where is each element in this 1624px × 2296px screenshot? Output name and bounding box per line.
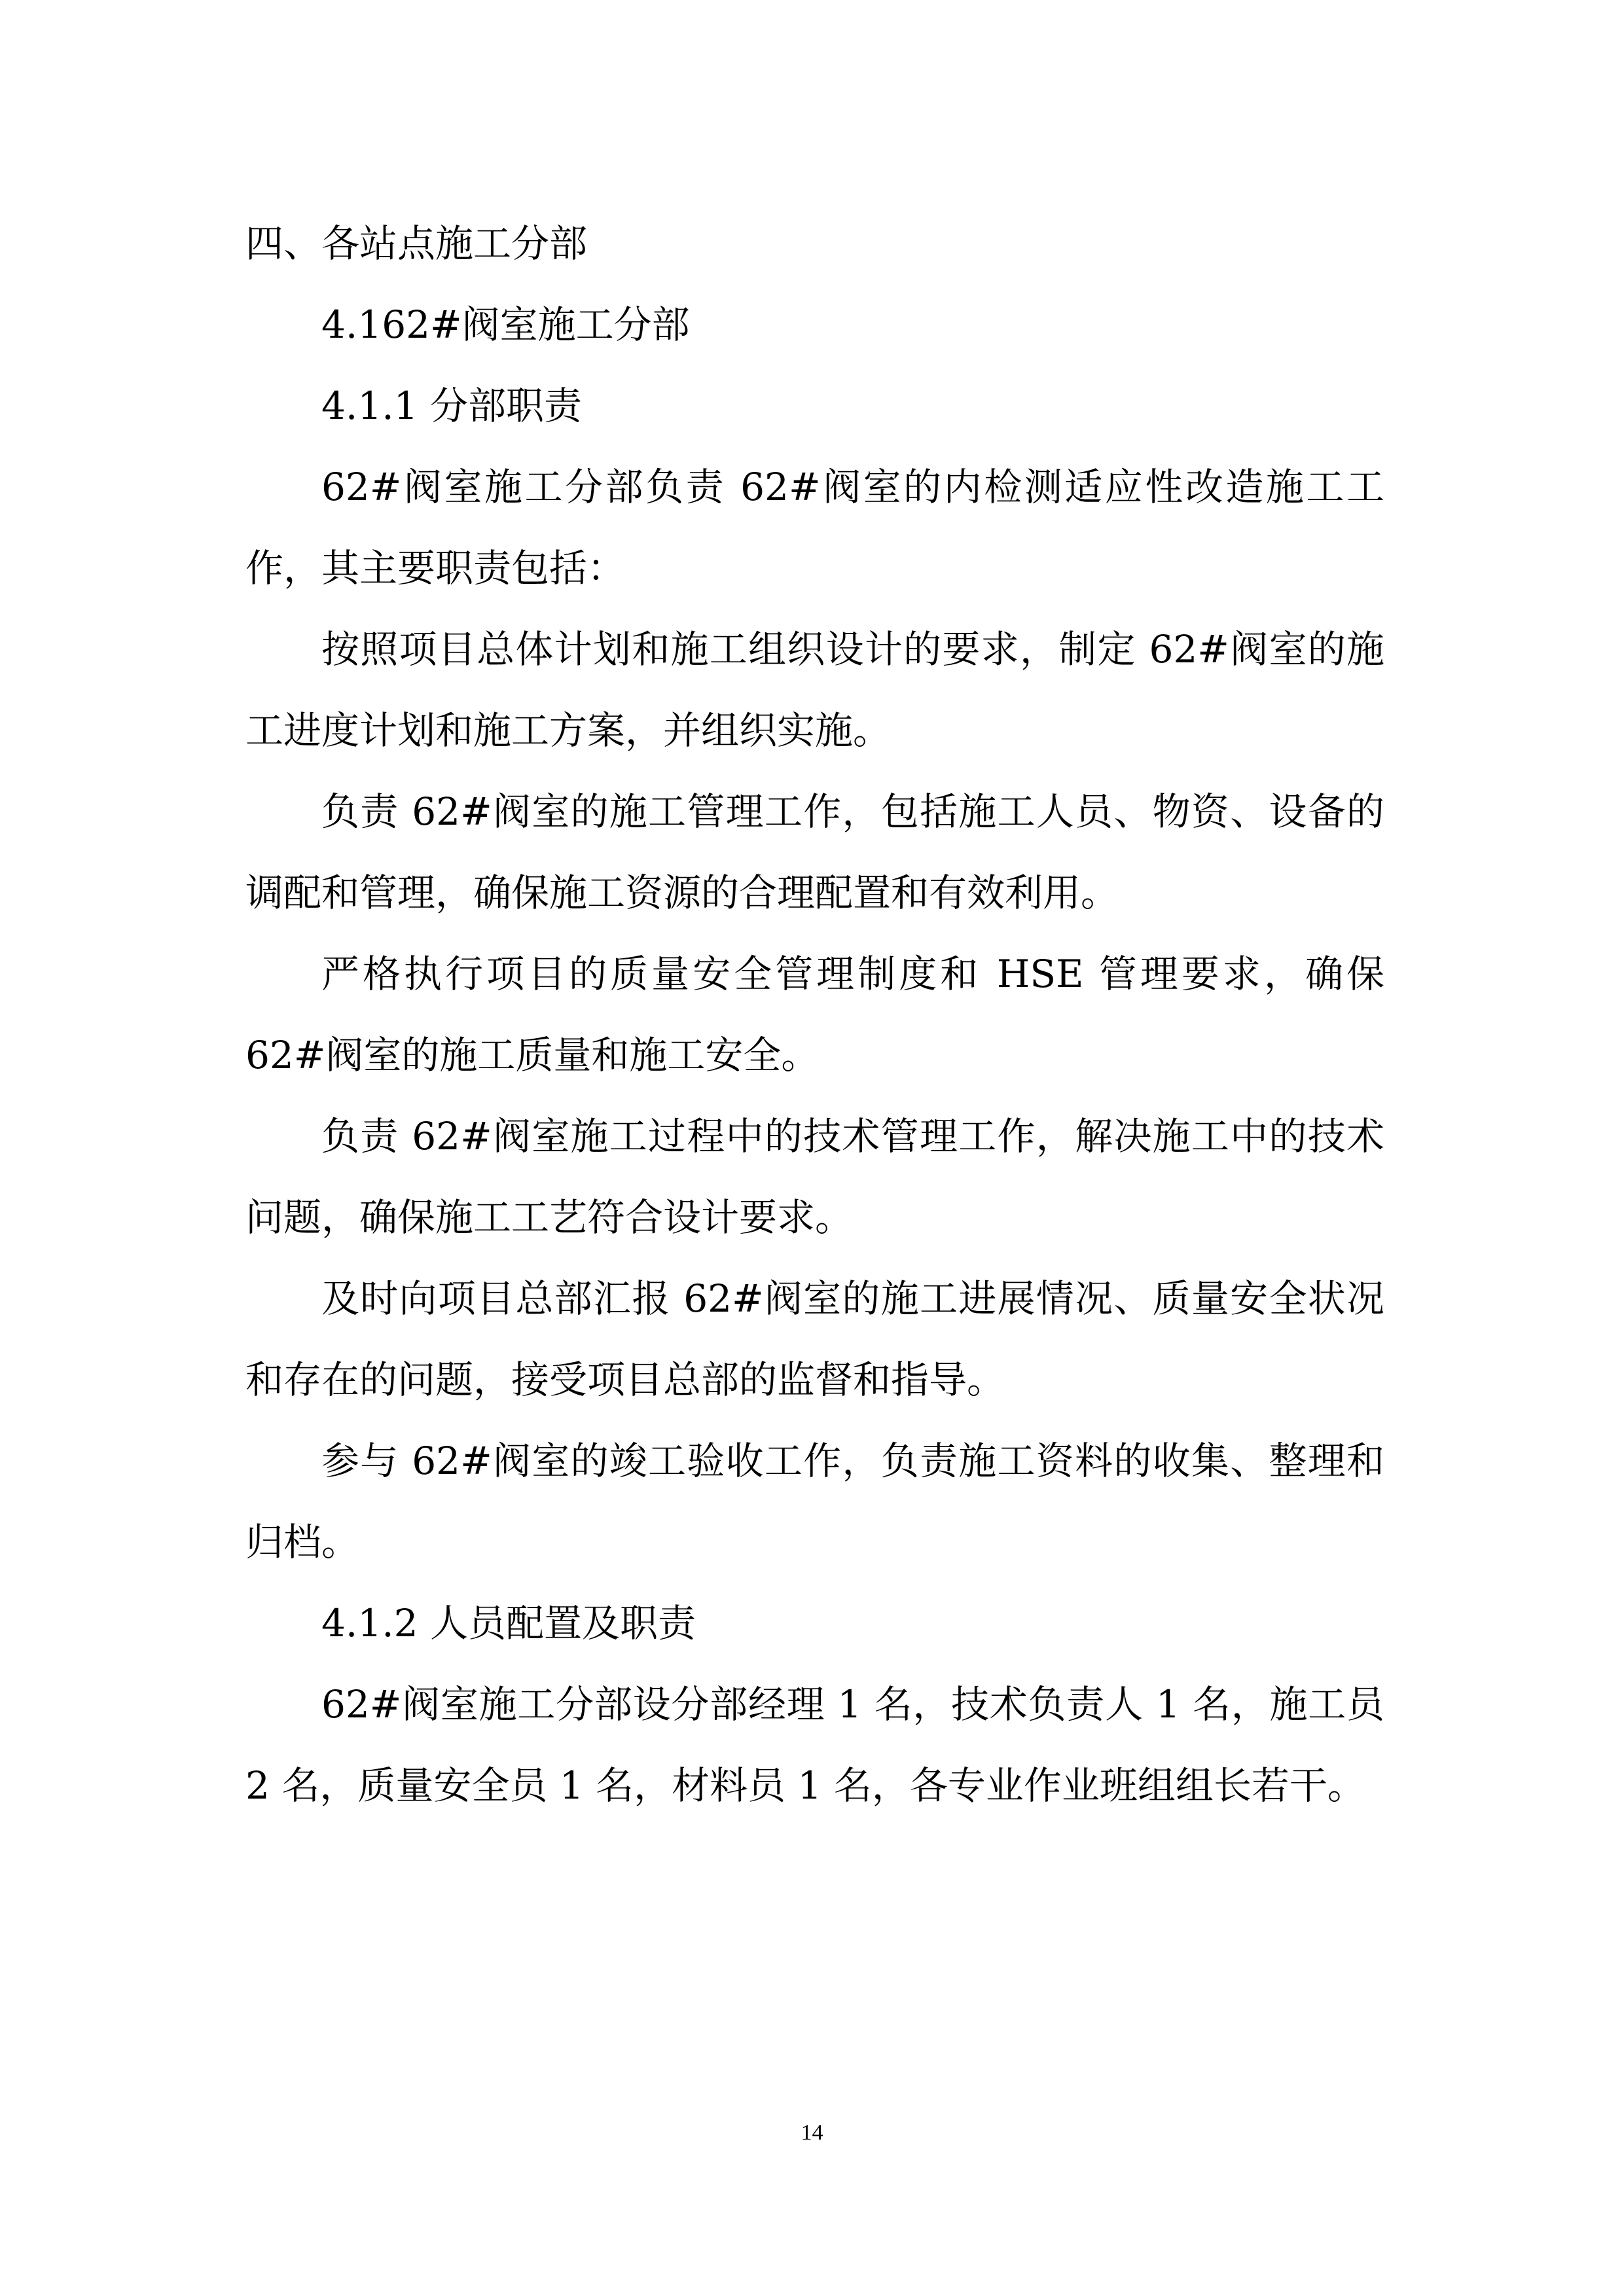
duty-paragraph: 按照项目总体计划和施工组织设计的要求，制定 62#阀室的施工进度计划和施工方案，并组织实施。 bbox=[245, 627, 1384, 753]
duty-paragraph: 严格执行项目的质量安全管理制度和 HSE 管理要求，确保 62#阀室的施工质量和施工安全。 bbox=[245, 952, 1384, 1077]
duty-paragraph: 负责 62#阀室的施工管理工作，包括施工人员、物资、设备的调配和管理，确保施工资源的合理配置和有效利用。 bbox=[245, 789, 1384, 915]
heading-duties: 4.1.1 分部职责 bbox=[321, 384, 583, 428]
subsection-title: 4.162#阀室施工分部 bbox=[321, 302, 690, 347]
staffing-paragraph: 62#阀室施工分部设分部经理 1 名，技术负责人 1 名，施工员 2 名，质量安全员 1 名，材料员 1 名，各专业作业班组组长若干。 bbox=[245, 1682, 1384, 1808]
intro-paragraph: 62#阀室施工分部负责 62#阀室的内检测适应性改造施工工作，其主要职责包括： bbox=[245, 465, 1384, 590]
duty-paragraph: 负责 62#阀室施工过程中的技术管理工作，解决施工中的技术问题，确保施工工艺符合设计要求。 bbox=[245, 1114, 1384, 1240]
page-number: 14 bbox=[801, 2121, 823, 2145]
duty-paragraph: 及时向项目总部汇报 62#阀室的施工进展情况、质量安全状况和存在的问题，接受项目总部的监督和指导。 bbox=[245, 1276, 1384, 1402]
duty-paragraph: 参与 62#阀室的竣工验收工作，负责施工资料的收集、整理和归档。 bbox=[245, 1439, 1384, 1564]
section-title: 四、各站点施工分部 bbox=[245, 221, 588, 266]
page-content bbox=[245, 203, 1384, 1826]
heading-staffing: 4.1.2 人员配置及职责 bbox=[321, 1601, 696, 1645]
